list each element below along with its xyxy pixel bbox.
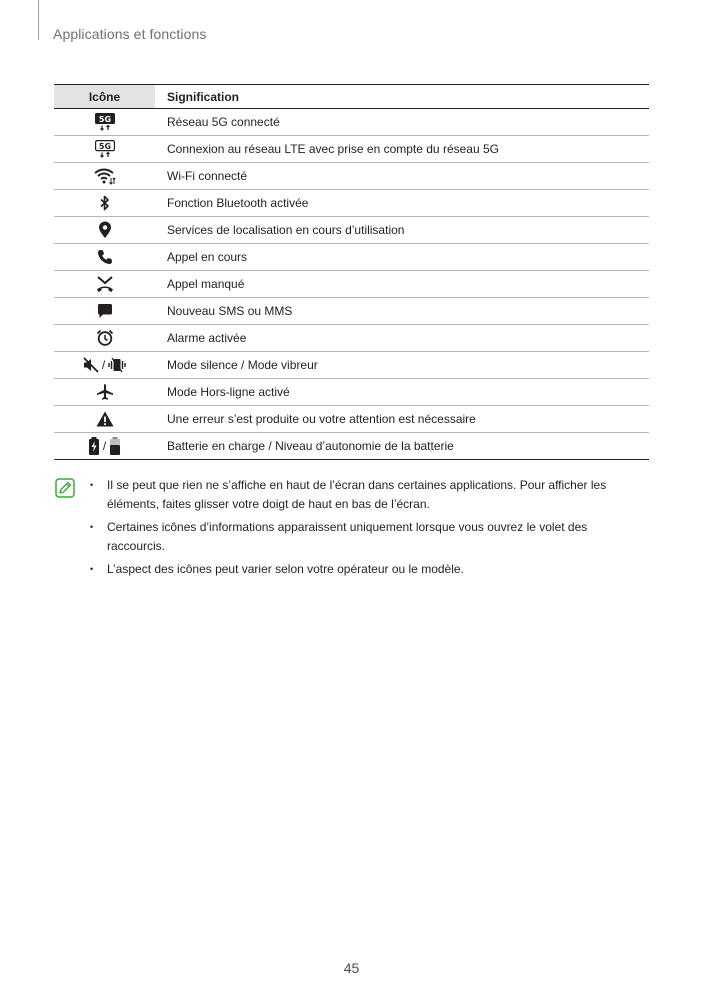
row-label: Nouveau SMS ou MMS — [155, 298, 649, 325]
svg-text:5G: 5G — [98, 115, 111, 124]
table-row — [54, 136, 649, 163]
table-row — [54, 244, 649, 271]
header-icon: Icône — [54, 85, 155, 109]
table-row — [54, 109, 649, 136]
battery-level-icon — [109, 437, 121, 455]
location-icon — [98, 221, 112, 239]
wifi-icon — [94, 167, 116, 185]
bluetooth-icon — [99, 195, 111, 211]
missed-call-icon — [96, 275, 114, 293]
page-header-title: Applications et fonctions — [53, 26, 207, 42]
row-label: Connexion au réseau LTE avec prise en compte du réseau 5G — [155, 136, 649, 163]
table-row — [54, 352, 649, 379]
header-rule — [38, 0, 39, 40]
row-label: Une erreur s’est produite ou votre attention est nécessaire — [155, 406, 649, 433]
alarm-icon — [96, 329, 114, 347]
table-row — [54, 379, 649, 406]
table-row — [54, 271, 649, 298]
svg-text:5G: 5G — [98, 142, 111, 151]
table-row — [54, 217, 649, 244]
table-row — [54, 190, 649, 217]
mute-icon — [83, 357, 99, 373]
airplane-icon — [96, 383, 114, 401]
5g-connected-icon — [95, 113, 115, 131]
table-row — [54, 163, 649, 190]
row-label: Services de localisation en cours d’utilisation — [155, 217, 649, 244]
note-pencil-icon — [55, 478, 75, 498]
page-number: 45 — [343, 960, 360, 976]
battery-charging-icon — [88, 437, 100, 455]
notes-list — [90, 476, 630, 583]
vibrate-icon — [108, 357, 126, 373]
row-label: Fonction Bluetooth activée — [155, 190, 649, 217]
row-label: Wi-Fi connecté — [155, 163, 649, 190]
row-label: Batterie en charge / Niveau d’autonomie de la batterie — [155, 433, 649, 460]
table-row — [54, 433, 649, 460]
icon-separator: / — [102, 439, 107, 453]
row-label: Alarme activée — [155, 325, 649, 352]
status-icons-table — [54, 84, 649, 460]
note-item: • L’aspect des icônes peut varier selon votre opérateur ou le modèle. — [90, 560, 630, 579]
table-row — [54, 406, 649, 433]
lte-5g-icon — [95, 140, 115, 158]
message-icon — [97, 303, 113, 319]
row-label: Mode Hors-ligne activé — [155, 379, 649, 406]
row-label: Mode silence / Mode vibreur — [155, 352, 649, 379]
note-item: • Certaines icônes d’informations apparaissent uniquement lorsque vous ouvrez le volet des raccourcis. — [90, 518, 630, 556]
warning-icon — [96, 411, 114, 427]
call-icon — [97, 249, 113, 265]
note-item: • Il se peut que rien ne s’affiche en haut de l’écran dans certaines applications. Pour afficher les éléments, faites glisser votre doigt de haut en bas de l’écran. — [90, 476, 630, 514]
row-label: Appel en cours — [155, 244, 649, 271]
table-row — [54, 325, 649, 352]
row-label: Appel manqué — [155, 271, 649, 298]
icon-separator: / — [101, 358, 106, 372]
row-label: Réseau 5G connecté — [155, 109, 649, 136]
table-row — [54, 298, 649, 325]
table-header-row — [54, 85, 649, 109]
header-meaning: Signification — [155, 85, 649, 109]
